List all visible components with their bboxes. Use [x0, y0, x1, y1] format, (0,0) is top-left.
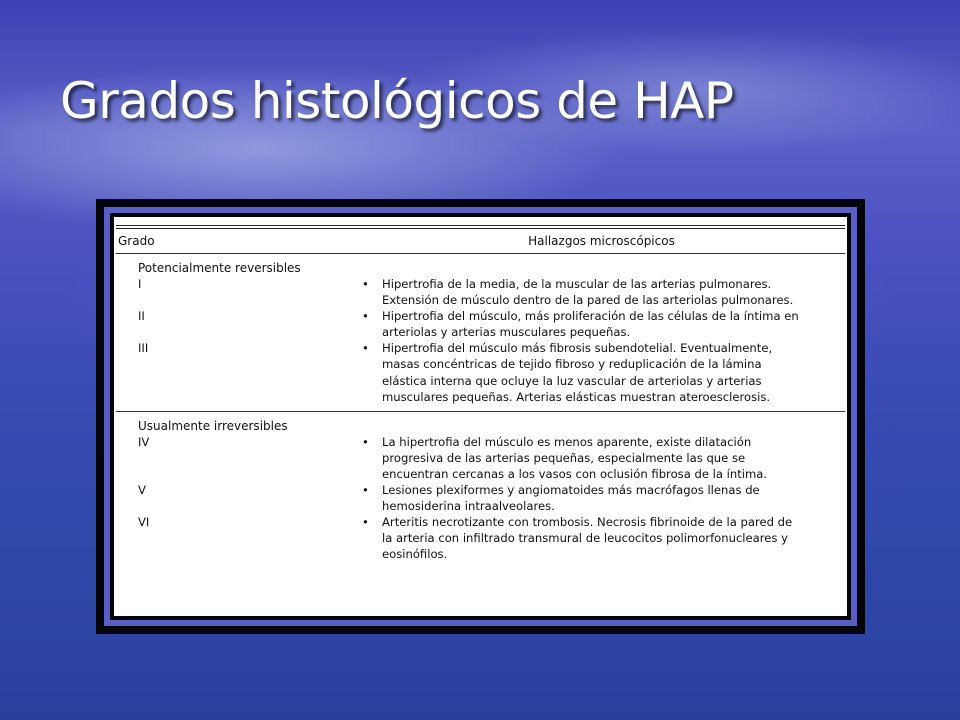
table-frame-blue-border — [104, 207, 857, 626]
table-header-rule — [116, 253, 845, 254]
findings-line: Lesiones plexiformes y angiomatoides más macrófagos llenas de — [382, 483, 760, 498]
table-frame-inner-border — [110, 213, 851, 620]
row-grade: V — [138, 483, 146, 498]
findings-line: La hipertrofia del músculo es menos aparente, existe dilatación — [382, 434, 752, 449]
row-findings — [382, 340, 841, 404]
findings-line: elástica interna que ocluye la luz vascular de arteriolas y arterias — [382, 373, 762, 388]
bullet: • — [362, 341, 369, 356]
row-findings — [382, 276, 841, 308]
findings-line: Hipertrofia del músculo más fibrosis subendotelial. Eventualmente, — [382, 341, 773, 356]
table-frame — [96, 199, 865, 634]
slide-title: Grados histológicos de HAP — [60, 72, 734, 130]
group-separator-rule — [116, 411, 845, 412]
row-grade: III — [138, 341, 149, 356]
table-group-reversible — [116, 260, 845, 405]
row-grade: VI — [138, 515, 150, 530]
findings-line: la arteria con infiltrado transmural de leucocitos polimorfonucleares y — [382, 531, 789, 546]
table-row — [138, 482, 841, 514]
row-grade: IV — [138, 434, 150, 449]
table-row — [138, 514, 841, 562]
table-row — [138, 434, 841, 482]
table-image — [114, 217, 847, 616]
header-findings: Hallazgos microscópicos — [528, 234, 675, 248]
findings-line: hemosiderina intraalveolares. — [382, 499, 555, 514]
group-title: Usualmente irreversibles — [138, 418, 288, 433]
findings-line: progresiva de las arterias pequeñas, especialmente las que se — [382, 450, 746, 465]
table-group-irreversible — [116, 418, 845, 563]
bullet: • — [362, 309, 369, 324]
row-findings — [382, 434, 841, 482]
findings-line: encuentran cercanas a los vasos con oclusión fibrosa de la íntima. — [382, 466, 768, 481]
header-grade: Grado — [118, 234, 155, 248]
findings-line: masas concéntricas de tejido fibroso y reduplicación de la lámina — [382, 357, 762, 372]
bullet: • — [362, 515, 369, 530]
table-header-row — [116, 229, 845, 253]
table-row — [138, 340, 841, 404]
row-grade: II — [138, 309, 145, 324]
table-row — [138, 308, 841, 340]
bullet: • — [362, 277, 369, 291]
findings-line: Arteritis necrotizante con trombosis. Necrosis fibrinoide de la pared de — [382, 515, 793, 530]
row-findings — [382, 482, 841, 514]
findings-line: Hipertrofia de la media, de la muscular de las arterias pulmonares. — [382, 277, 772, 291]
table-top-rule — [116, 225, 845, 226]
findings-line: musculares pequeñas. Arterias elásticas muestran ateroesclerosis. — [382, 389, 771, 404]
row-findings — [382, 308, 841, 340]
findings-line: Hipertrofia del músculo, más proliferación de las células de la íntima en — [382, 309, 799, 324]
histology-table — [116, 225, 845, 563]
bullet: • — [362, 483, 369, 498]
group-title: Potencialmente reversibles — [138, 261, 301, 275]
row-findings — [382, 514, 841, 562]
findings-line: Extensión de músculo dentro de la pared de las arteriolas pulmonares. — [382, 293, 794, 308]
findings-line: eosinófilos. — [382, 547, 448, 562]
row-grade: I — [138, 277, 142, 291]
bullet: • — [362, 434, 369, 449]
findings-line: arteriolas y arterias musculares pequeñas. — [382, 325, 631, 340]
table-row — [138, 276, 841, 308]
